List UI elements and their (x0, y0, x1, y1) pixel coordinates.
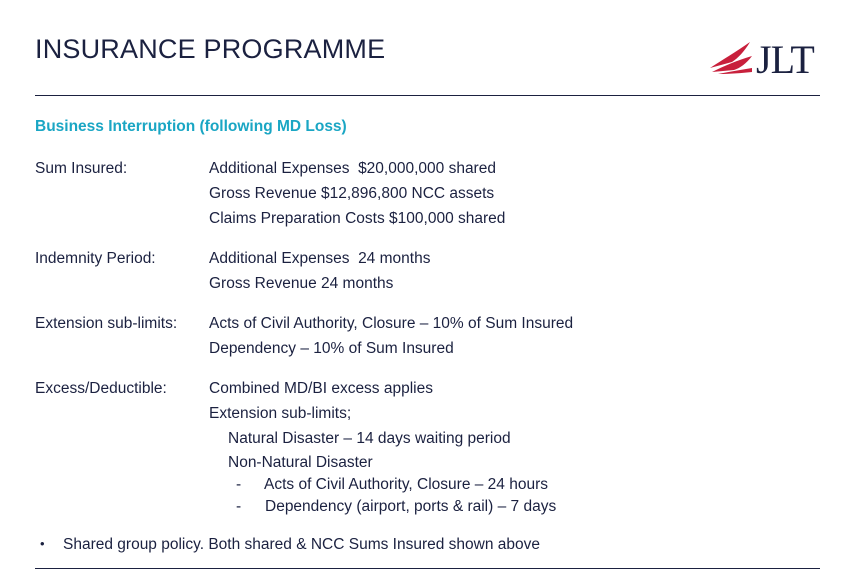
indemnity-period-line: Additional Expenses 24 months (209, 250, 431, 267)
excess-line: Combined MD/BI excess applies (209, 380, 433, 397)
dash-marker: - (236, 498, 242, 515)
indemnity-period-label: Indemnity Period: (35, 250, 156, 267)
footer-divider (35, 568, 820, 569)
header-divider (35, 95, 820, 96)
dash-marker: - (236, 476, 242, 493)
excess-line: Extension sub-limits; (209, 405, 352, 422)
sum-insured-line: Gross Revenue $12,896,800 NCC assets (209, 185, 495, 202)
extension-sublimits-line: Dependency – 10% of Sum Insured (209, 340, 454, 357)
excess-line: Acts of Civil Authority, Closure – 24 hours (264, 476, 549, 493)
sum-insured-label: Sum Insured: (35, 160, 128, 177)
bullet-icon: • (40, 536, 45, 551)
jlt-logo-text: JLT (756, 37, 814, 82)
excess-line: Dependency (airport, ports & rail) – 7 days (265, 498, 557, 515)
footer-note: Shared group policy. Both shared & NCC Sums Insured shown above (63, 536, 541, 553)
excess-deductible-label: Excess/Deductible: (35, 380, 167, 397)
sum-insured-line: Additional Expenses $20,000,000 shared (209, 160, 496, 177)
excess-line: Non-Natural Disaster (228, 454, 373, 471)
extension-sublimits-line: Acts of Civil Authority, Closure – 10% of Sum Insured (209, 315, 574, 332)
excess-line: Natural Disaster – 14 days waiting period (228, 430, 511, 447)
extension-sublimits-label: Extension sub-limits: (35, 315, 178, 332)
section-title: Business Interruption (following MD Loss) (35, 118, 347, 135)
indemnity-period-line: Gross Revenue 24 months (209, 275, 394, 292)
sum-insured-line: Claims Preparation Costs $100,000 shared (209, 210, 506, 227)
page-title: INSURANCE PROGRAMME (35, 34, 386, 64)
